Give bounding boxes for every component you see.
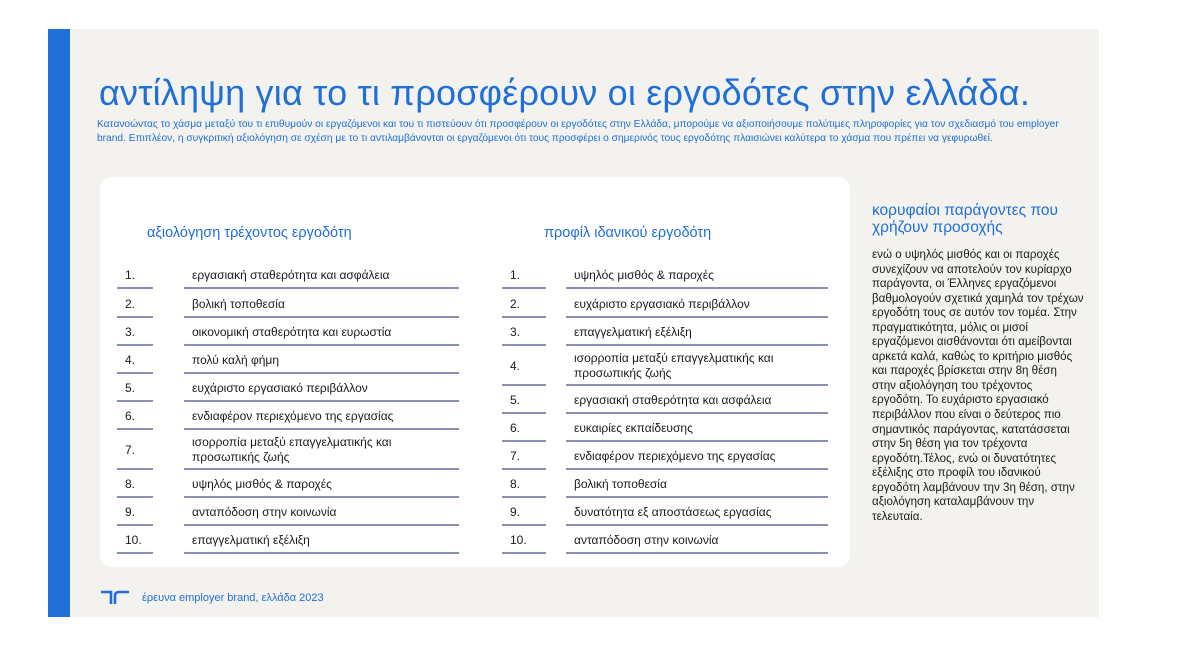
rank-item-text: ισορροπία μεταξύ επαγγελματικής και προσωπικής ζωής: [574, 351, 774, 380]
rank-divider: [117, 524, 153, 526]
item-divider: [566, 468, 828, 470]
page-title: αντίληψη για το τι προσφέρουν οι εργοδότες στην ελλάδα.: [99, 72, 1031, 113]
rank-divider: [502, 496, 546, 498]
rank-divider: [502, 440, 546, 442]
rank-number: 6.: [125, 408, 136, 423]
rank-item-text: βολική τοποθεσία: [574, 476, 667, 491]
rank-item-text: ενδιαφέρον περιεχόμενο της εργασίας: [192, 408, 394, 423]
rank-number: 1.: [125, 267, 136, 282]
item-divider: [184, 316, 459, 318]
rank-number: 6.: [510, 420, 521, 435]
rank-number: 5.: [125, 380, 136, 395]
rank-number: 8.: [510, 476, 521, 491]
rank-number: 9.: [125, 504, 136, 519]
rank-item-text: επαγγελματική εξέλιξη: [574, 324, 692, 339]
slide: [48, 29, 1099, 617]
rank-number: 7.: [510, 448, 521, 463]
item-divider: [566, 384, 828, 386]
rank-divider: [117, 316, 153, 318]
rank-number: 4.: [125, 352, 136, 367]
item-divider: [566, 287, 828, 289]
rank-number: 10.: [510, 532, 527, 547]
item-divider: [566, 524, 828, 526]
item-divider: [566, 496, 828, 498]
rank-number: 9.: [510, 504, 521, 519]
footer-text: έρευνα employer brand, ελλάδα 2023: [142, 592, 324, 604]
item-divider: [184, 372, 459, 374]
rank-item-text: ευχάριστο εργασιακό περιβάλλον: [192, 380, 368, 395]
rank-divider: [117, 287, 153, 289]
rank-item-text: υψηλός μισθός & παροχές: [574, 267, 714, 282]
rank-number: 4.: [510, 358, 521, 373]
item-divider: [184, 496, 459, 498]
rank-divider: [502, 384, 546, 386]
rank-number: 1.: [510, 267, 521, 282]
rank-item-text: εργασιακή σταθερότητα και ασφάλεια: [192, 267, 390, 282]
rank-number: 5.: [510, 392, 521, 407]
rank-number: 3.: [510, 324, 521, 339]
rank-item-text: οικονομική σταθερότητα και ευρωστία: [192, 324, 392, 339]
rank-divider: [117, 496, 153, 498]
item-divider: [184, 344, 459, 346]
rank-number: 2.: [125, 296, 136, 311]
rank-item-text: εργασιακή σταθερότητα και ασφάλεια: [574, 392, 772, 407]
footer: [100, 590, 324, 606]
rank-number: 7.: [125, 442, 136, 457]
rank-item-text: ευχάριστο εργασιακό περιβάλλον: [574, 296, 750, 311]
rank-item-text: υψηλός μισθός & παροχές: [192, 476, 332, 491]
accent-bar: [48, 29, 70, 617]
rank-item-text: επαγγελματική εξέλιξη: [192, 532, 310, 547]
ideal-employer-heading: προφίλ ιδανικού εργοδότη: [544, 225, 712, 241]
page-subtitle: Κατανοώντας το χάσμα μεταξύ του τι επιθυμούν οι εργαζόμενοι και του τι πιστεύουν ότι προσφέρουν οι εργοδότες στην Ελλάδα, μπορούμε να αξιοποιήσουμε πολύτιμες πληροφορίες για τον σχεδιασμό του employer brand. Επιπλέον, η συγκριτική αξιολόγηση σε σχέση με το τι αντιλαμβάνονται οι εργαζόμενοι ότι τους προσφέρει ο σημερινός τους εργοδότης πλαισιώνει καλύτερα το χάσμα που πρέπει να γεφυρωθεί.: [97, 119, 1059, 144]
randstad-logo-icon: [100, 590, 130, 606]
rank-item-text: βολική τοποθεσία: [192, 296, 285, 311]
item-divider: [566, 316, 828, 318]
sidebar-body: ενώ ο υψηλός μισθός και οι παροχές συνεχίζουν να αποτελούν τον κυρίαρχο παράγοντα, οι Έλληνες εργαζόμενοι βαθμολογούν σχετικά χαμηλά τον τρέχων εργοδότη τους σε αυτόν τον τομέα. Στην πραγματικότητα, μόλις οι μισοί εργαζόμενοι αισθάνονται ότι αμείβονται αρκετά καλά, καθώς το κριτήριο μισθός και παροχές βρίσκεται στην 8η θέση στην αξιολόγηση του τρέχοντος εργοδότη. Το ευχάριστο εργασιακό περιβάλλον που είναι ο δεύτερος πιο σημαντικός παράγοντας, κατατάσσεται στην 5η θέση για τον τρέχοντα εργοδότη.Τέλος, ενώ οι δυνατότητες εξέλιξης στο προφίλ του ιδανικού εργοδότη λαμβάνουν την 3η θέση, στην αξιολόγηση καταλαμβάνουν την τελευταία.: [872, 248, 1084, 523]
rank-divider: [502, 316, 546, 318]
item-divider: [184, 428, 459, 430]
rank-item-text: ισορροπία μεταξύ επαγγελματικής και προσωπικής ζωής: [192, 435, 392, 464]
rank-item-text: ενδιαφέρον περιεχόμενο της εργασίας: [574, 448, 776, 463]
rank-number: 3.: [125, 324, 136, 339]
rank-divider: [117, 372, 153, 374]
rank-number: 10.: [125, 532, 142, 547]
rank-item-text: ανταπόδοση στην κοινωνία: [574, 532, 719, 547]
rank-divider: [502, 552, 546, 554]
item-divider: [184, 468, 459, 470]
item-divider: [184, 287, 459, 289]
rankings-card: [100, 177, 850, 567]
rank-divider: [117, 428, 153, 430]
item-divider: [566, 344, 828, 346]
rank-divider: [117, 552, 153, 554]
rank-divider: [502, 344, 546, 346]
rank-number: 8.: [125, 476, 136, 491]
sidebar-title: κορυφαίοι παράγοντες που χρήζουν προσοχής: [872, 202, 1059, 236]
rank-item-text: ανταπόδοση στην κοινωνία: [192, 504, 337, 519]
rank-divider: [502, 412, 546, 414]
rank-item-text: πολύ καλή φήμη: [192, 352, 280, 367]
rank-divider: [117, 468, 153, 470]
rank-item-text: ευκαιρίες εκπαίδευσης: [574, 420, 693, 435]
item-divider: [566, 552, 828, 554]
rank-divider: [502, 287, 546, 289]
item-divider: [566, 412, 828, 414]
item-divider: [184, 400, 459, 402]
current-employer-heading: αξιολόγηση τρέχοντος εργοδότη: [147, 225, 352, 241]
rank-divider: [502, 524, 546, 526]
rank-divider: [502, 468, 546, 470]
rank-divider: [117, 344, 153, 346]
item-divider: [566, 440, 828, 442]
rank-divider: [117, 400, 153, 402]
item-divider: [184, 524, 459, 526]
rank-number: 2.: [510, 296, 521, 311]
item-divider: [184, 552, 459, 554]
rank-item-text: δυνατότητα εξ αποστάσεως εργασίας: [574, 504, 772, 519]
